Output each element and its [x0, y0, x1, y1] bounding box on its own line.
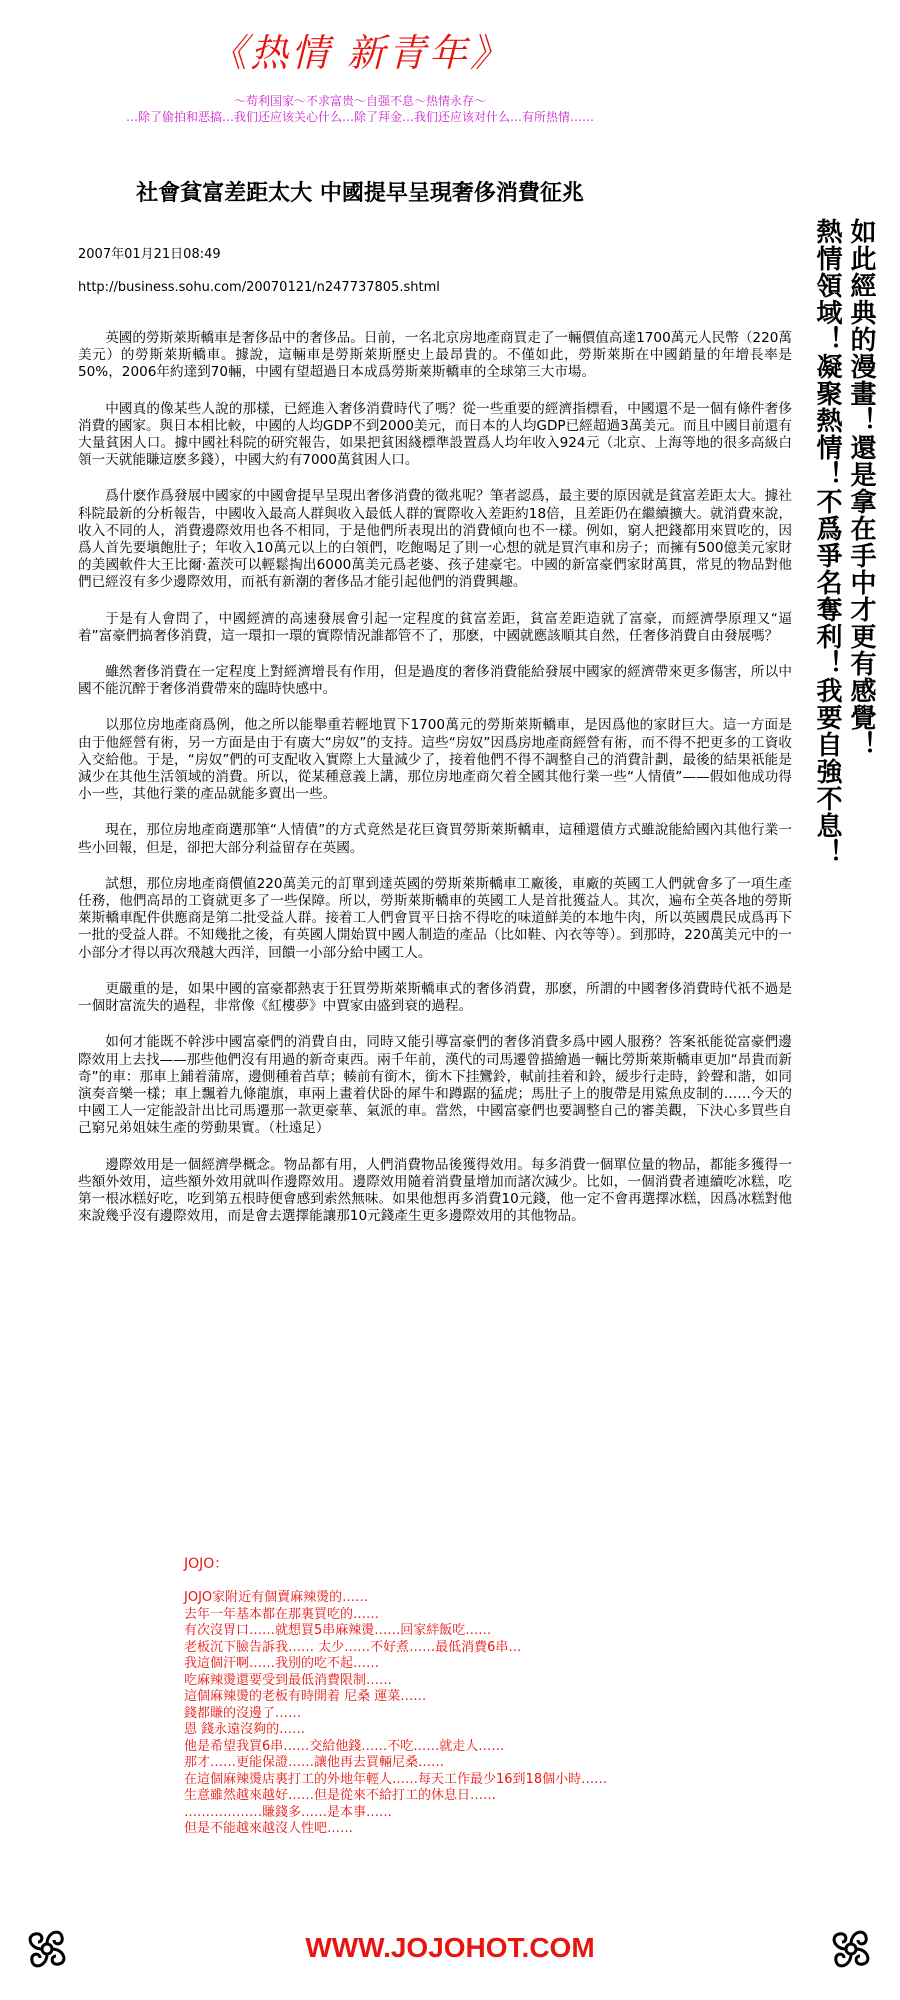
article-headline: 社會貧富差距太大 中國提早呈現奢侈消費征兆: [136, 181, 584, 206]
comment-line: 那才……更能保證……讓他再去買輛尼桑……: [184, 1755, 445, 1770]
comment-line: 恩 錢永遠沒夠的……: [184, 1722, 306, 1737]
article-source-url[interactable]: http://business.sohu.com/20070121/n247737805.shtml: [78, 280, 440, 295]
vertical-slogan-column-1: 如此經典的漫畫！還是拿在手中才更有感覺！: [846, 218, 876, 758]
comment-label: JOJO：: [184, 1556, 229, 1572]
comment-block: [184, 1590, 607, 1838]
article-paragraph: 于是有人會問了，中國經濟的高速發展會引起一定程度的貧富差距，貧富差距造就了富豪，而經濟學原理又“逼着”富豪們搞奢侈消費，這一環扣一環的實際情況誰都管不了，那麽，中國就應該順其自然，任奢侈消費自由發展嗎？: [78, 610, 792, 644]
article-paragraph: 英國的勞斯萊斯轎車是奢侈品中的奢侈品。日前，一名北京房地產商買走了一輛價值高達1700萬元人民幣（220萬美元）的勞斯萊斯轎車。據說，這輛車是勞斯萊斯歷史上最昂貴的。不僅如此，勞斯萊斯在中國銷量的年增長率是50%，2006年約達到70輛，中國有望超過日本成爲勞斯萊斯轎車的全球第三大市場。: [78, 330, 792, 381]
article-paragraph: 中國真的像某些人說的那樣，已經進入奢侈消費時代了嗎？從一些重要的經濟指標看，中國還不是一個有條件奢侈消費的國家。與日本相比較，中國的人均GDP不到2000美元，而日本的人均GDP已經超過3萬美元。而且中國目前還有大量貧困人口。據中國社科院的研究報告，如果把貧困綫標準設置爲人均年收入924元（北京、上海等地的很多高級白領一天就能賺這麽多錢），中國大約有7000萬貧困人口。: [78, 400, 792, 469]
article-paragraph: 爲什麽作爲發展中國家的中國會提早呈現出奢侈消費的徵兆呢？筆者認爲，最主要的原因就是貧富差距太大。據社科院最新的分析報告，中國收入最高人群與收入最低人群的實際收入差距約18倍，且差距仍在繼續擴大。就消費來說，收入不同的人，消費邊際效用也各不相同，于是他們所表現出的消費傾向也不一樣。例如，窮人把錢都用來買吃的，因爲人首先要塡飽肚子；年收入10萬元以上的白領們，吃飽喝足了則一心想的就是買汽車和房子；而擁有500億美元家財的美國軟件大王比爾·蓋茨可以輕鬆掏出6000萬美元爲老婆、孩子建豪宅。中國的新富豪們家財萬貫，常見的物品對他們已經沒有多少邊際效用，而祇有新潮的奢侈品才能引起他們的消費興趣。: [78, 488, 792, 591]
article-paragraph: 試想，那位房地產商價値220萬美元的訂單到達英國的勞斯萊斯轎車工廠後，車廠的英國工人們就會多了一項生產任務，他們高昂的工資就更多了一些保障。所以，勞斯萊斯轎車的英國工人是首批獲益人。其次，遍布全英各地的勞斯萊斯轎車配件供應商是第二批受益人群。接着工人們會買平日捨不得吃的味道鮮美的本地牛肉，所以英國農民成爲再下一批的受益人群。不知幾批之後，有英國人開始買中國人制造的產品（比如鞋、內衣等等）。到那時，220萬美元中的一小部分才得以再次飛越大西洋，回饋一小部分給中國工人。: [78, 875, 792, 961]
comment-line: ………………賺錢多……是本事……: [184, 1804, 393, 1820]
motto-line-2: …除了偷拍和恶搞…我们还应该关心什么…除了拜金…我们还应该对什么…有所热情……: [125, 110, 594, 124]
article-paragraph: 現在，那位房地產商選那筆“人情債”的方式竟然是花巨資買勞斯萊斯轎車，這種還債方式雖說能給國內其他行業一些小回報，但是，卻把大部分利益留存在英國。: [78, 822, 792, 856]
site-masthead: 《热情 新青年》: [208, 31, 512, 75]
comment-line: 生意雖然越來越好……但是從來不給打工的休息日……: [184, 1788, 497, 1803]
comment-line: 去年一年基本都在那裏買吃的……: [184, 1606, 380, 1622]
comment-line: 錢都賺的沒邊了……: [184, 1705, 302, 1721]
article-dateline: 2007年01月21日08:49: [78, 247, 221, 262]
comment-line: 這個麻辣燙的老板有時開着 尼桑 運菜……: [184, 1689, 427, 1704]
comment-line: 老板沉下臉告訴我…… 太少……不好煮……最低消費6串…: [184, 1639, 522, 1655]
comment-line: 他是希望我買6串……交給他錢……不吃……就走人……: [184, 1738, 505, 1754]
comment-line: 但是不能越來越沒人性吧……: [184, 1821, 354, 1836]
comment-line: 吃麻辣燙還要受到最低消費限制……: [184, 1672, 393, 1688]
article-body: [78, 330, 792, 1244]
footer-site-url[interactable]: WWW.JOJOHOT.COM: [305, 1932, 595, 1963]
article-paragraph: 以那位房地產商爲例，他之所以能舉重若輕地買下1700萬元的勞斯萊斯轎車，是因爲他的家財巨大。這一方面是由于他經營有術，另一方面是由于有廣大“房奴”的支持。這些“房奴”因爲房地產商經營有術，而不得不把更多的工資收入交給他。于是，“房奴”們的可支配收入實際上大量減少了，接着他們不得不調整自己的消費計劃，最後的結果祇能是減少在其他生活領域的消費。所以，從某種意義上講，那位房地產商欠着全國其他行業一些“人情債”——假如他成功得小一些，其他行業的產品就能多賣出一些。: [78, 717, 792, 803]
vertical-slogan: [810, 218, 878, 866]
article-paragraph: 如何才能既不幹涉中國富豪們的消費自由，同時又能引導富豪們的奢侈消費多爲中國人服務？答案祇能從富豪們邊際效用上去找——那些他們沒有用過的新奇東西。兩千年前，漢代的司馬遷曾描繪過一輛比勞斯萊斯轎車更加“昂貴而新奇”的車：那車上鋪着蒲席，邊側種着苩草；輳前有銜木，銜木下挂鸞鈴，軾前挂着和鈴，緩步行走時，鈴聲和諧，如同演奏音樂一樣；車上飄着九條龍旗，車兩上畫着伏卧的犀牛和蹲踞的猛虎；馬肚子上的腹帶是用鯊魚皮制的……今天的中國工人一定能設計出比司馬遷那一款更豪華、氣派的車。當然，中國富豪們也要調整自己的審美觀，下決心多買些自己窮兄弟姐妹生產的勞動果實。（杜遠足）: [78, 1034, 792, 1137]
comment-line: 我這個汗啊……我別的吃不起……: [184, 1656, 380, 1671]
article-paragraph: 邊際效用是一個經濟學概念。物品都有用，人們消費物品後獲得效用。每多消費一個單位量的物品，都能多獲得一些額外效用，這些額外效用就叫作邊際效用。邊際效用隨着消費量增加而諸次減少。比如，一個消費者連續吃冰糕，吃第一根冰糕好吃，吃到第五根時便會感到索然無味。如果他想再多消費10元錢，他一定不會再選擇冰糕，因爲冰糕對他來說幾乎沒有邊際效用，而是會去選擇能讓那10元錢產生更多邊際效用的其他物品。: [78, 1156, 792, 1225]
motto-line-1: ～苟利国家～不求富贵～自强不息～热情永存～: [233, 94, 486, 108]
comment-line: 在這個麻辣燙店裏打工的外地年輕人……每天工作最少16到18個小時……: [184, 1771, 608, 1787]
comment-line: JOJO家附近有個賣麻辣燙的……: [184, 1590, 369, 1605]
article-paragraph: 雖然奢侈消費在一定程度上對經濟增長有作用，但是過度的奢侈消費能給發展中國家的經濟帶來更多傷害，所以中國不能沉醉于奢侈消費帶來的臨時快感中。: [78, 664, 792, 698]
comment-line: 有次沒胃口……就想買5串麻辣燙……回家絆飯吃……: [184, 1623, 492, 1638]
vertical-slogan-column-2: 熱情領域！凝聚熱情！不爲爭名奪利！我要自強不息！: [812, 218, 842, 866]
article-paragraph: 更嚴重的是，如果中國的富豪都熱衷于狂買勞斯萊斯轎車式的奢侈消費，那麽，所謂的中國奢侈消費時代祇不過是一個財富流失的過程，非常像《紅樓夢》中賈家由盛到衰的過程。: [78, 980, 792, 1015]
